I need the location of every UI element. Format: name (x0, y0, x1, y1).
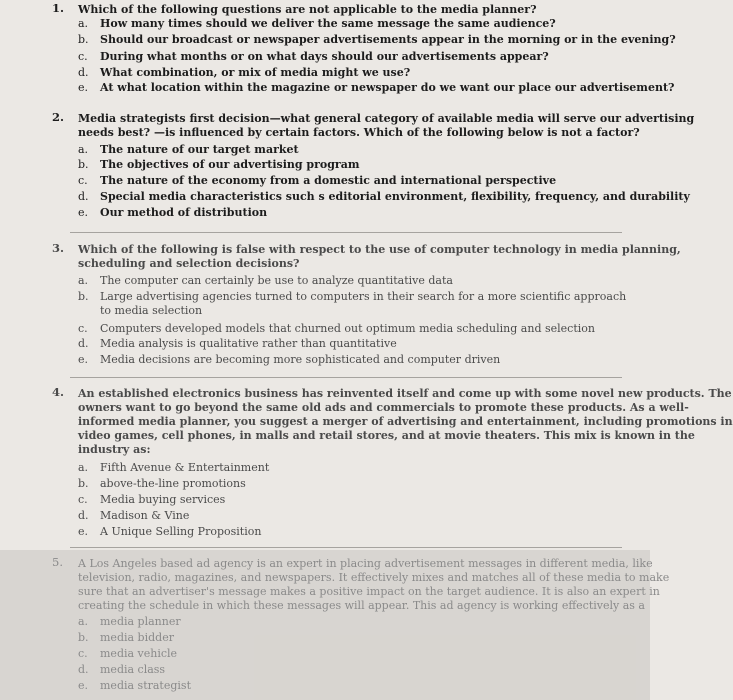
option-b[interactable] (78, 290, 626, 303)
option-e[interactable] (78, 525, 261, 538)
question-stem-line: creating the schedule in which these messages will appear. This ad agency is working effectively as a (78, 599, 645, 612)
option-d[interactable] (78, 663, 165, 676)
section-divider (70, 377, 622, 378)
section-divider (70, 547, 622, 548)
option-letter: a. (78, 143, 89, 156)
question-stem-line: television, radio, magazines, and newspapers. It effectively mixes and matches all of these media to make (78, 571, 670, 584)
option-letter: d. (78, 663, 89, 676)
option-letter: c. (78, 647, 88, 660)
option-text: Media analysis is qualitative rather than quantitative (100, 337, 397, 350)
option-text: Fifth Avenue & Entertainment (100, 461, 270, 474)
option-letter: b. (78, 158, 89, 171)
question-stem: Which of the following questions are not applicable to the media planner? (78, 3, 537, 16)
option-a[interactable] (78, 143, 299, 156)
option-text: The nature of our target market (100, 143, 299, 156)
option-c[interactable] (78, 493, 225, 506)
option-letter: a. (78, 17, 89, 30)
option-letter: e. (78, 353, 89, 366)
option-c[interactable] (78, 647, 177, 660)
question-stem-line: video games, cell phones, in malls and retail stores, and at movie theaters. This mix is known in the (78, 429, 695, 442)
option-b[interactable] (78, 33, 676, 46)
option-letter: e. (78, 81, 89, 94)
option-letter: a. (78, 274, 89, 287)
option-b-continued (78, 304, 202, 317)
option-letter: b. (78, 631, 89, 644)
option-letter: b. (78, 477, 89, 490)
option-letter: d. (78, 190, 89, 203)
option-text: The computer can certainly be use to analyze quantitative data (100, 274, 453, 287)
option-a[interactable] (78, 17, 556, 30)
option-letter: e. (78, 679, 89, 692)
option-d[interactable] (78, 337, 397, 350)
question-stem-line: scheduling and selection decisions? (78, 257, 300, 270)
option-text: The nature of the economy from a domestic and international perspective (100, 174, 557, 187)
option-letter: c. (78, 174, 88, 187)
question-number: 4. (52, 385, 65, 399)
option-d[interactable] (78, 190, 690, 203)
question-number: 1. (52, 1, 65, 15)
option-text: The objectives of our advertising program (100, 158, 360, 171)
option-text: media strategist (100, 679, 191, 692)
option-letter: d. (78, 337, 89, 350)
option-text: Computers developed models that churned out optimum media scheduling and selection (100, 322, 595, 335)
option-text: media class (100, 663, 166, 676)
option-d[interactable] (78, 509, 189, 522)
option-letter: c. (78, 50, 88, 63)
question-stem-line: owners want to go beyond the same old ads and commercials to promote these products. As a well- (78, 401, 689, 414)
option-text: Media buying services (100, 493, 226, 506)
option-letter: d. (78, 66, 89, 79)
option-text: At what location within the magazine or newspaper do we want our place our advertisement? (100, 81, 675, 94)
question-number: 3. (52, 241, 65, 255)
option-letter: c. (78, 493, 88, 506)
option-letter: a. (78, 615, 89, 628)
option-a[interactable] (78, 274, 453, 287)
question-stem-line: A Los Angeles based ad agency is an expert in placing advertisement messages in different media, like (78, 557, 653, 570)
option-letter: e. (78, 525, 89, 538)
question-stem-line: industry as: (78, 443, 151, 456)
option-text: Special media characteristics such s editorial environment, flexibility, frequency, and durability (100, 190, 690, 203)
question-stem-line: informed media planner, you suggest a merger of advertising and entertainment, including promotions in (78, 415, 733, 428)
option-c[interactable] (78, 174, 556, 187)
option-b[interactable] (78, 158, 359, 171)
option-letter: e. (78, 206, 89, 219)
option-text: Should our broadcast or newspaper advertisements appear in the morning or in the evening? (100, 33, 676, 46)
option-text: How many times should we deliver the same message the same audience? (100, 17, 556, 30)
option-letter: b. (78, 33, 89, 46)
option-c[interactable] (78, 50, 549, 63)
question-number: 5. (52, 555, 63, 569)
question-stem-line: sure that an advertiser's message makes a positive impact on the target audience. It is also an expert in (78, 585, 660, 598)
option-d[interactable] (78, 66, 410, 79)
option-text: media vehicle (100, 647, 178, 660)
question-stem-line: Media strategists first decision—what general category of available media will serve our advertising (78, 112, 695, 125)
question-stem-line: needs best? —is influenced by certain factors. Which of the following below is not a factor? (78, 126, 640, 139)
option-text: Madison & Vine (100, 509, 190, 522)
option-text: to media selection (100, 304, 203, 317)
option-text: During what months or on what days should our advertisements appear? (100, 50, 549, 63)
option-letter: a. (78, 461, 89, 474)
option-letter: d. (78, 509, 89, 522)
option-text: above-the-line promotions (100, 477, 246, 490)
option-a[interactable] (78, 461, 269, 474)
option-e[interactable] (78, 679, 191, 692)
option-text: Large advertising agencies turned to computers in their search for a more scientific approach (100, 290, 627, 303)
question-stem-line: Which of the following is false with respect to the use of computer technology in media planning, (78, 243, 681, 256)
option-e[interactable] (78, 81, 674, 94)
option-letter: c. (78, 322, 88, 335)
option-letter: b. (78, 290, 89, 303)
option-e[interactable] (78, 206, 267, 219)
option-e[interactable] (78, 353, 500, 366)
option-text: A Unique Selling Proposition (100, 525, 262, 538)
option-text: media bidder (100, 631, 174, 644)
option-a[interactable] (78, 615, 181, 628)
option-text: What combination, or mix of media might we use? (100, 66, 411, 79)
question-stem-line: An established electronics business has reinvented itself and come up with some novel new products. The (78, 387, 732, 400)
option-text: media planner (100, 615, 181, 628)
option-text: Our method of distribution (100, 206, 268, 219)
option-b[interactable] (78, 477, 246, 490)
option-text: Media decisions are becoming more sophisticated and computer driven (100, 353, 501, 366)
question-number: 2. (52, 110, 65, 124)
option-b[interactable] (78, 631, 174, 644)
section-divider (70, 232, 622, 233)
option-c[interactable] (78, 322, 595, 335)
